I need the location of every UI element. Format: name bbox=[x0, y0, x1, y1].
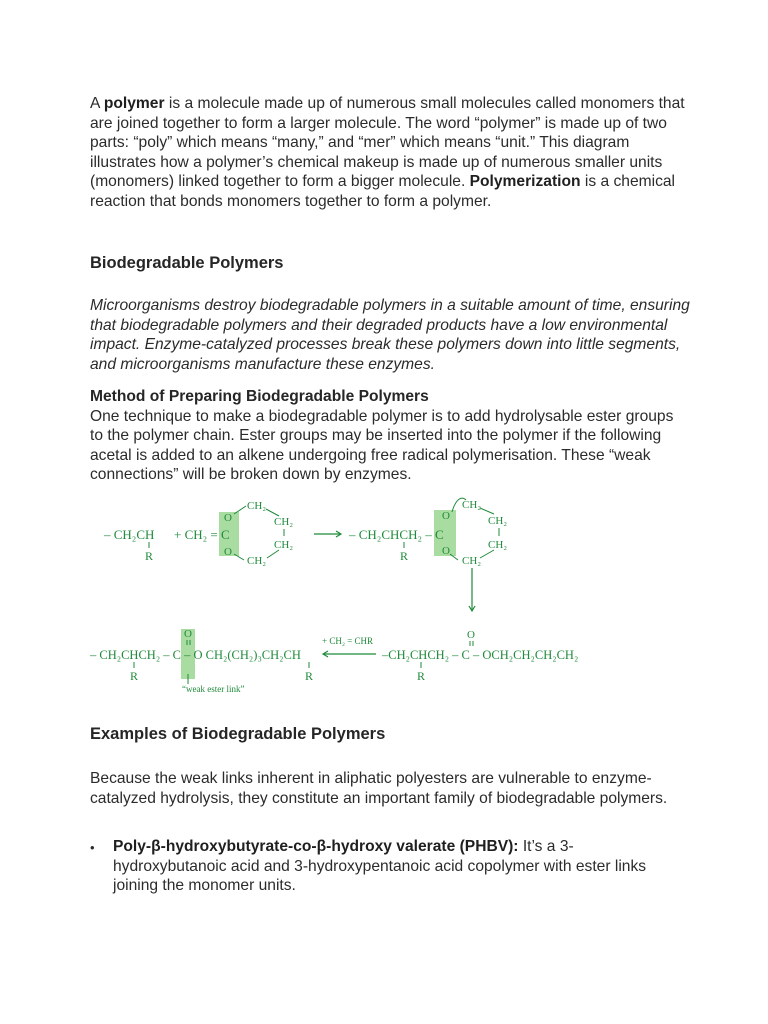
polymer-left-R2: R bbox=[305, 669, 314, 683]
intermediate-O-top: O bbox=[442, 510, 450, 522]
intermediate-CH2-b: CH₂ bbox=[488, 515, 508, 527]
acetal-CH2-b: CH₂ bbox=[274, 516, 294, 528]
phbv-description: It’s a 3-hydroxybutanoic acid and 3-hydroxypentanoic acid copolymer with ester links joining the monomer units. bbox=[113, 838, 647, 895]
intermediate-CH2-a: CH₂ bbox=[462, 499, 482, 511]
reagent-label: + CH₂ = CHR bbox=[322, 636, 374, 646]
acetal-formula: + CH₂ = C bbox=[174, 527, 230, 542]
heading-examples: Examples of Biodegradable Polymers bbox=[90, 725, 386, 743]
weak-ester-link-label: “weak ester link” bbox=[182, 684, 245, 694]
bullet-item-phbv bbox=[113, 837, 653, 896]
acetal-O-top: O bbox=[224, 512, 232, 524]
intermediate-O-bottom: O bbox=[442, 545, 450, 557]
heading-biodegradable-polymers: Biodegradable Polymers bbox=[90, 254, 284, 272]
intro-text-2: is a molecule made up of numerous small molecules called monomers that are joined together to form a larger molecule. The word “polymer” is made up of two parts: “poly” which means “many,” and “mer” which means “unit.” This diagram illustrates how a polymer’s chemical makeup is made up of numerous smaller units (monomers) linked together to form a bigger molecule. bbox=[90, 95, 685, 191]
intermediate-CH2-d: CH₂ bbox=[462, 555, 482, 567]
polymer-chain-left: – CH₂CHCH₂ – C – O CH₂(CH₂)₃CH₂CH bbox=[90, 648, 301, 662]
phbv-term: Poly-β-hydroxybutyrate-co-β-hydroxy valerate (PHBV): bbox=[113, 838, 519, 855]
method-paragraph: One technique to make a biodegradable polymer is to add hydrolysable ester groups to the polymer chain. Ester groups may be inserted into the polymer if the following acetal is added to an alkene undergoing free radical polymerisation. These “weak connections” will be broken down by enzymes. bbox=[90, 407, 674, 484]
intro-text-3: is a chemical reaction that bonds monomers together to form a polymer. bbox=[90, 173, 676, 210]
acetal-CH2-a: CH₂ bbox=[247, 500, 267, 512]
intro-paragraph bbox=[90, 94, 690, 212]
polymer-right-R: R bbox=[417, 669, 426, 683]
intermediate-formula: – CH₂CHCH₂ – C bbox=[349, 527, 444, 542]
polymer-left-R1: R bbox=[130, 669, 139, 683]
acetal-CH2-c: CH₂ bbox=[274, 539, 294, 551]
method-section bbox=[90, 387, 690, 485]
ester-O-double: O bbox=[184, 628, 192, 640]
heading-method: Method of Preparing Biodegradable Polymers bbox=[90, 388, 429, 405]
intermediate-CH2-c: CH₂ bbox=[488, 539, 508, 551]
intro-text-1: A bbox=[90, 95, 104, 112]
right-O-double: O bbox=[467, 629, 475, 641]
monomer-formula: – CH₂CH bbox=[104, 527, 155, 542]
italic-paragraph: Microorganisms destroy biodegradable polymers in a suitable amount of time, ensuring that biodegradable polymers and their degraded products have a low environmental impact. Enzyme-catalyzed processes break these polymers down into little segments, and microorganisms manufacture these enzymes. bbox=[90, 297, 690, 373]
monomer-R: R bbox=[145, 549, 154, 563]
reaction-scheme-diagram bbox=[84, 492, 604, 702]
acetal-O-bottom: O bbox=[224, 546, 232, 558]
term-polymer: polymer bbox=[103, 95, 165, 112]
polymer-chain-right: –CH₂CHCH₂ – C – OCH₂CH₂CH₂CH₂ bbox=[382, 648, 579, 662]
term-polymerization: Polymerization bbox=[469, 173, 581, 191]
examples-paragraph: Because the weak links inherent in aliphatic polyesters are vulnerable to enzyme-catalyzed hydrolysis, they constitute an important family of biodegradable polymers. bbox=[90, 770, 668, 807]
acetal-CH2-d: CH₂ bbox=[247, 555, 267, 567]
intermediate-R: R bbox=[400, 549, 409, 563]
bullet-marker: • bbox=[90, 840, 95, 855]
